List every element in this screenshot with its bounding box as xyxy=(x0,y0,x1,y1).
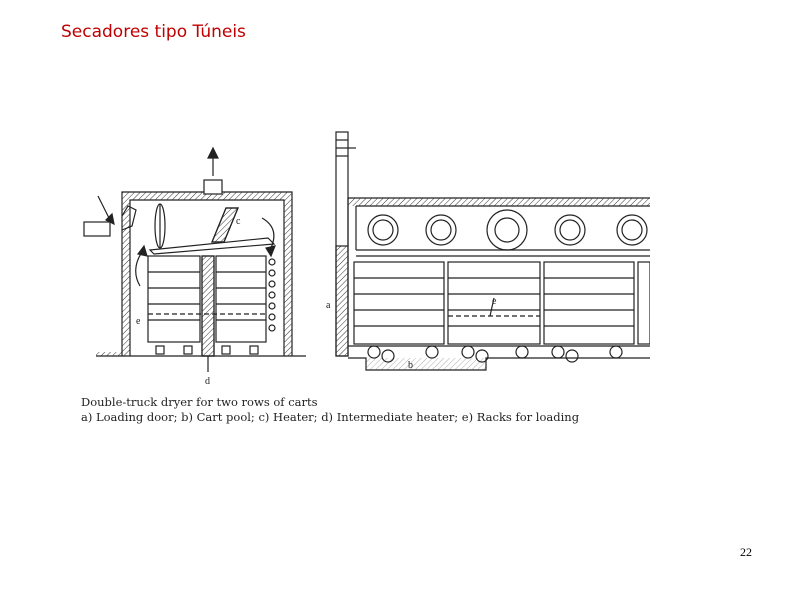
label-a: a xyxy=(326,300,331,311)
left-cart xyxy=(148,256,200,342)
exhaust-arrow xyxy=(208,148,218,158)
caption-line-2: a) Loading door; b) Cart pool; c) Heater; d) Intermediate heater; e) Racks for loading xyxy=(81,410,580,424)
label-b: b xyxy=(408,360,413,371)
dryer-diagram xyxy=(76,126,650,388)
heater-tubes xyxy=(269,259,275,331)
dryer-drawing xyxy=(76,126,650,388)
label-e-right: e xyxy=(492,296,497,307)
cross-section xyxy=(84,148,306,372)
tunnel-carts xyxy=(354,262,650,344)
right-cart xyxy=(216,256,266,342)
figure-caption xyxy=(81,395,579,425)
intermediate-heater xyxy=(202,256,214,356)
slide-title: Secadores tipo Túneis xyxy=(61,22,246,42)
circ-arrow-left xyxy=(136,252,142,286)
label-e-left: e xyxy=(136,316,141,327)
inlet-box xyxy=(84,222,110,236)
label-d: d xyxy=(205,376,210,387)
caption-line-1: Double-truck dryer for two rows of carts xyxy=(81,395,318,409)
air-baffle xyxy=(150,238,274,254)
longitudinal-section xyxy=(336,132,650,370)
heater xyxy=(212,208,238,242)
page-number: 22 xyxy=(740,545,752,559)
fan-row xyxy=(368,210,647,250)
label-c: c xyxy=(236,216,241,227)
inlet-arrow-line xyxy=(98,196,110,220)
chimney xyxy=(204,180,222,194)
